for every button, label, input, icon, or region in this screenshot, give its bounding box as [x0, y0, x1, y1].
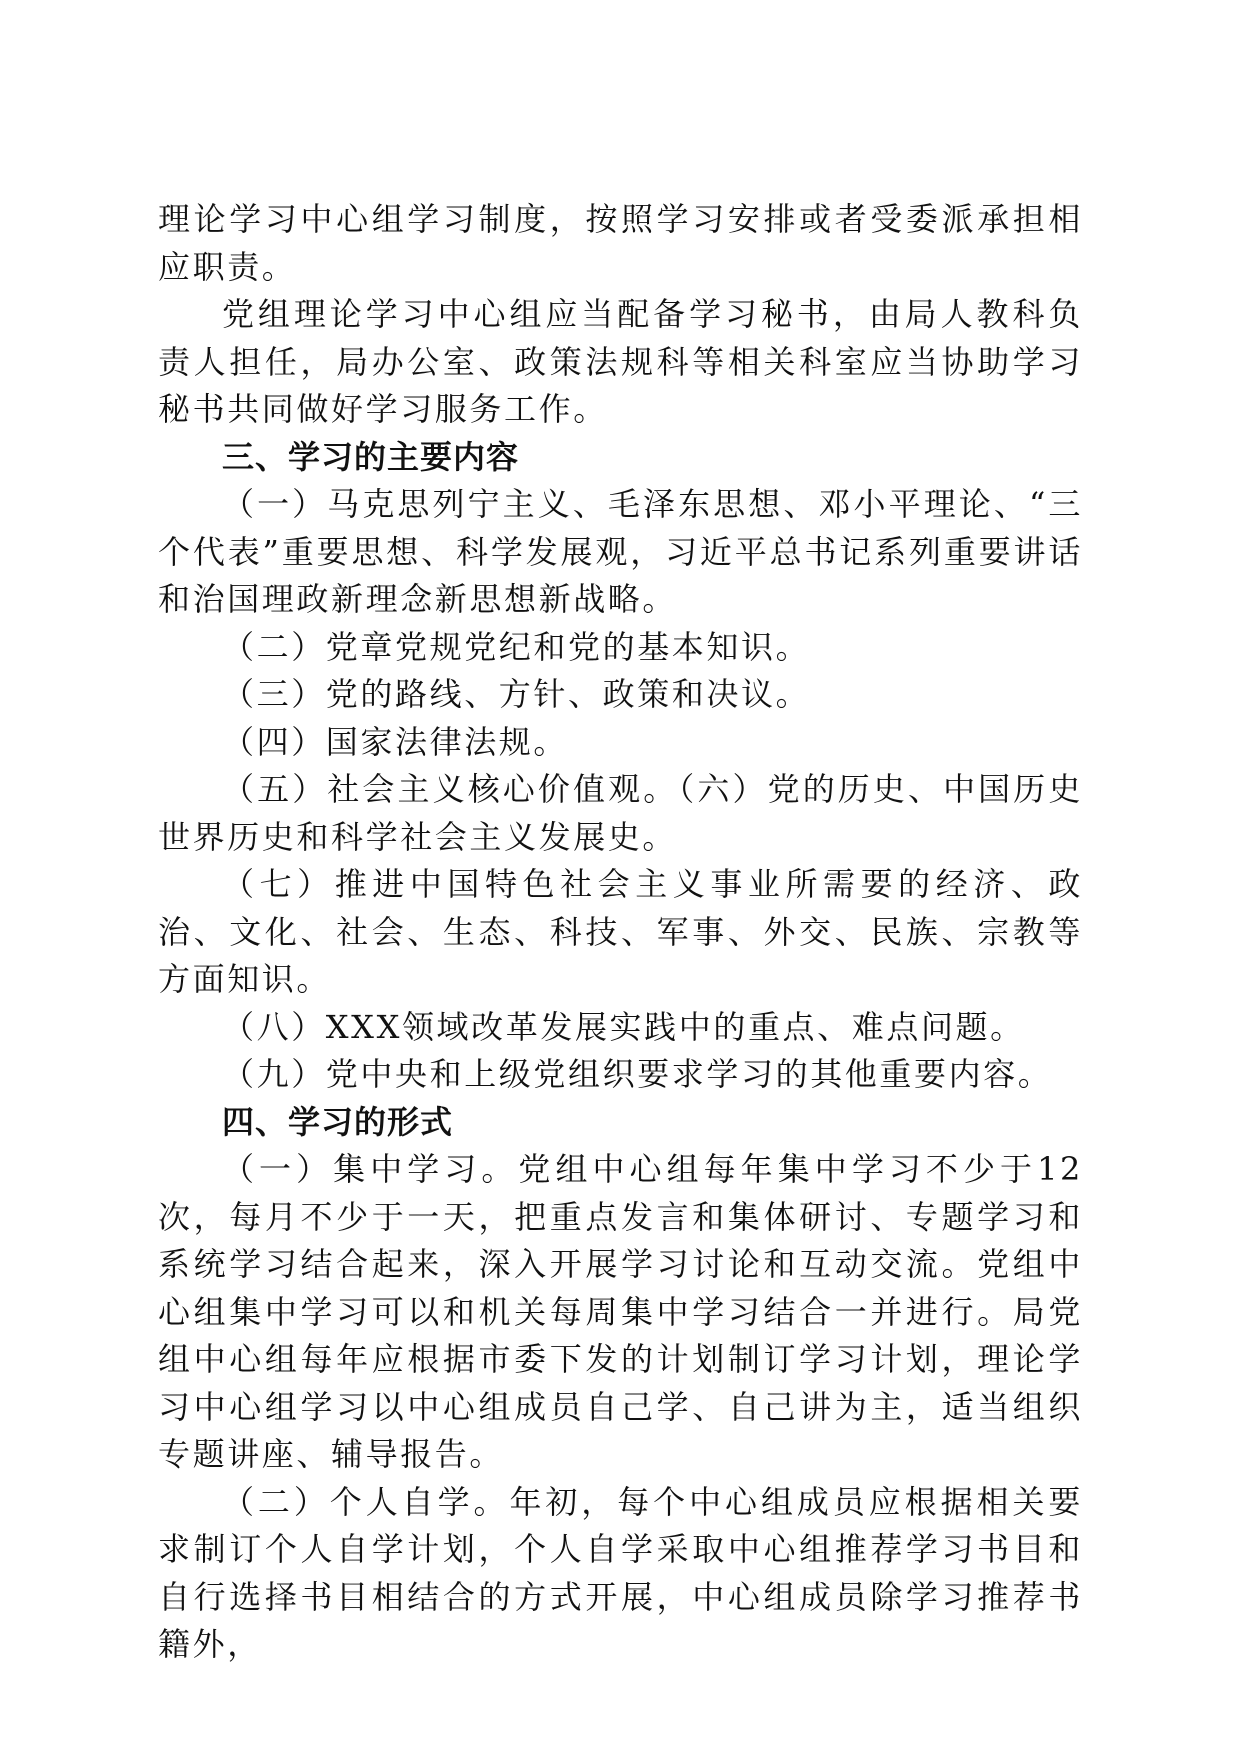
document-page — [158, 196, 1083, 1669]
section-3-item-1: （一）马克思列宁主义、毛泽东思想、邓小平理论、“三个代表”重要思想、科学发展观，习近平总书记系列重要讲话和治国理政新理念新思想新战略。 — [158, 485, 1083, 618]
section-4-item-1: （一）集中学习。党组中心组每年集中学习不少于12次，每月不少于一天，把重点发言和集体研讨、专题学习和系统学习结合起来，深入开展学习讨论和互动交流。党组中心组集中学习可以和机关每周集中学习结合一并进行。局党组中心组每年应根据市委下发的计划制订学习计划，理论学习中心组学习以中心组成员自己学、自己讲为主，适当组织专题讲座、辅导报告。 — [158, 1150, 1083, 1473]
section-4-heading: 四、学习的形式 — [222, 1102, 454, 1141]
section-3-item-8: （八）XXX领域改革发展实践中的重点、难点问题。 — [222, 1007, 1025, 1046]
section-3-item-3: （三）党的路线、方针、政策和决议。 — [222, 675, 811, 713]
section-3-item-5-6: （五）社会主义核心价值观。（六）党的历史、中国历史世界历史和科学社会主义发展史。 — [158, 770, 1083, 856]
section-3-item-9: （九）党中央和上级党组织要求学习的其他重要内容。 — [222, 1055, 1053, 1093]
section-3-heading: 三、学习的主要内容 — [222, 437, 520, 476]
section-3-item-7: （七）推进中国特色社会主义事业所需要的经济、政治、文化、社会、生态、科技、军事、外交、民族、宗教等方面知识。 — [158, 865, 1083, 998]
section-3-item-2: （二）党章党规党纪和党的基本知识。 — [222, 627, 811, 666]
secretary-paragraph: 党组理论学习中心组应当配备学习秘书，由局人教科负责人担任，局办公室、政策法规科等相关科室应当协助学习秘书共同做好学习服务工作。 — [158, 295, 1083, 428]
continuation-paragraph: 理论学习中心组学习制度，按照学习安排或者受委派承担相应职责。 — [158, 200, 1083, 286]
section-4-item-2: （二）个人自学。年初，每个中心组成员应根据相关要求制订个人自学计划，个人自学采取中心组推荐学习书目和自行选择书目相结合的方式开展，中心组成员除学习推荐书籍外， — [158, 1482, 1083, 1663]
section-3-item-4: （四）国家法律法规。 — [222, 722, 569, 761]
